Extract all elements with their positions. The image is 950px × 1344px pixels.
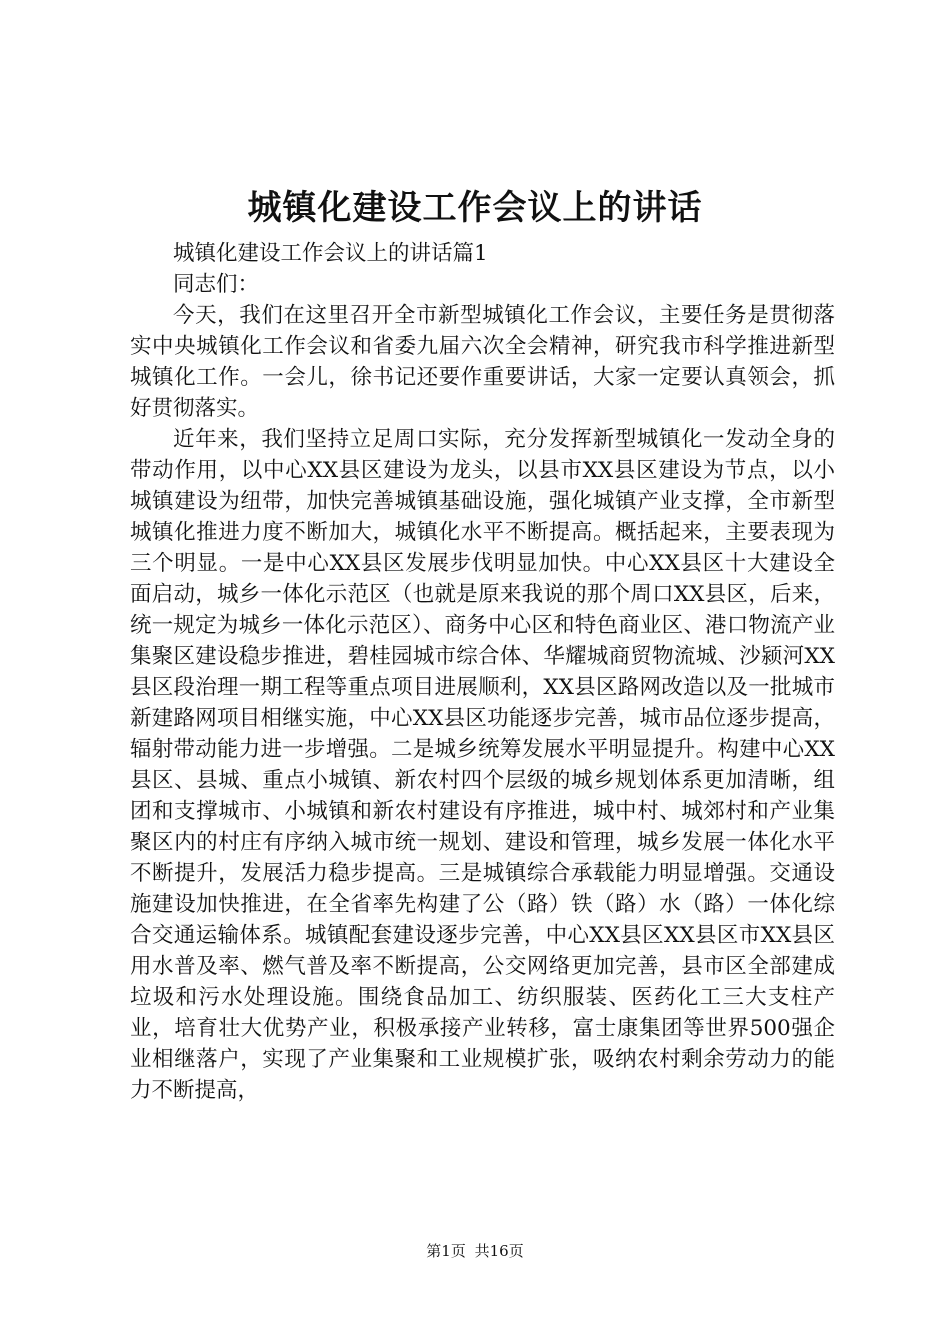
page-total: 共16页 — [474, 1242, 524, 1260]
paragraph-2: 近年来，我们坚持立足周口实际，充分发挥新型城镇化一发动全身的带动作用，以中心XX县区建设为龙头，以县市XX县区建设为节点，以小城镇建设为纽带，加快完善城镇基础设施，强化城镇产业支撑，全市新型城镇化推进力度不断加大，城镇化水平不断提高。概括起来，主要表现为三个明显。一是中心XX县区发展步伐明显加快。中心XX县区十大建设全面启动，城乡一体化示范区（也就是原来我说的那个周口XX县区，后来，统一规定为城乡一体化示范区）、商务中心区和特色商业区、港口物流产业集聚区建设稳步推进，碧桂园城市综合体、华耀城商贸物流城、沙颍河XX县区段治理一期工程等重点项目进展顺利，XX县区路网改造以及一批城市新建路网项目相继实施，中心XX县区功能逐步完善，城市品位逐步提高，辐射带动能力进一步增强。二是城乡统筹发展水平明显提升。构建中心XX县区、县城、重点小城镇、新农村四个层级的城乡规划体系更加清晰，组团和支撑城市、小城镇和新农村建设有序推进，城中村、城郊村和产业集聚区内的村庄有序纳入城市统一规划、建设和管理，城乡发展一体化水平不断提升，发展活力稳步提高。三是城镇综合承载能力明显增强。交通设施建设加快推进，在全省率先构建了公（路）铁（路）水（路）一体化综合交通运输体系。城镇配套建设逐步完善，中心XX县区XX县区市XX县区用水普及率、燃气普及率不断提高，公交网络更加完善，县市区全部建成垃圾和污水处理设施。围绕食品加工、纺织服装、医药化工三大支柱产业，培育壮大优势产业，积极承接产业转移，富士康集团等世界500强企业相继落户，实现了产业集聚和工业规模扩张，吸纳农村剩余劳动力的能力不断提高， — [130, 427, 835, 1103]
document-subtitle: 城镇化建设工作会议上的讲话篇1 — [173, 241, 488, 266]
document-title: 城镇化建设工作会议上的讲话 — [247, 188, 703, 228]
paragraph-1: 今天，我们在这里召开全市新型城镇化工作会议，主要任务是贯彻落实中央城镇化工作会议和省委九届六次全会精神，研究我市科学推进新型城镇化工作。一会儿，徐书记还要作重要讲话，大家一定要认真领会，抓好贯彻落实。 — [130, 303, 835, 421]
salutation: 同志们： — [173, 272, 260, 297]
page-footer — [0, 1240, 950, 1262]
page-number: 第1页 — [426, 1242, 466, 1260]
document-body — [130, 238, 835, 1106]
